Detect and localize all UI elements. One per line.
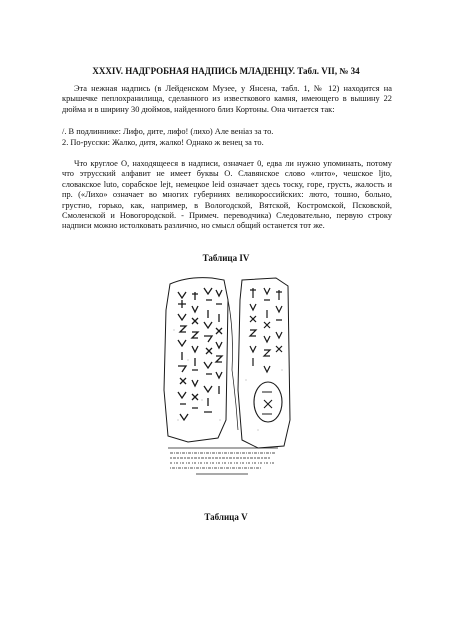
inscribed-stone-drawing-icon — [158, 270, 298, 478]
reading-original-line: /. В подлиннике: Лифо, дите, лифо! (лихо) Але веніаз за то. — [62, 127, 274, 136]
commentary-paragraph: Что круглое О, находящееся в надписи, означает 0, едва ли нужно упоминать, потому что этрусский алфавит не имеет буквы О. Славянское слово «лито», чешское ljto, словакское luto, сорабское lejt, немецкое leid означает здесь тоску, горе, грусть, жалость и пр. («Лихо» означает во многих губерниях великороссийских: лютo, тошно, больно, грустно, горько, как, например, в Вологодской, Вятской, Костромской, Псковской, Смоленской и Новогородской. - Примеч. переводчика) Следовательно, первую строку надписи можно истолковать различно, но смысл общий останется тот же. — [62, 159, 392, 231]
table-iv-caption: Таблица IV — [202, 253, 250, 263]
section-heading: XXXIV. НАДГРОБНАЯ НАДПИСЬ МЛАДЕНЦУ. Табл. VII, № 34 — [92, 66, 360, 76]
intro-paragraph: Эта нежная надпись (в Лейденском Музее, у Янсена, табл. 1, № 12) находится на крышечке пеплохранилища, сделанного из известкового камня, имеющего в вышину 22 дюйма и в ширину 30 дюймов, найденного близ Кортоны. Она читается так: — [62, 84, 392, 114]
reading-russian-line: 2. По-русски: Жалко, дитя, жалко! Однако ж венец за то. — [62, 138, 264, 147]
table-v-caption: Таблица V — [204, 512, 248, 522]
